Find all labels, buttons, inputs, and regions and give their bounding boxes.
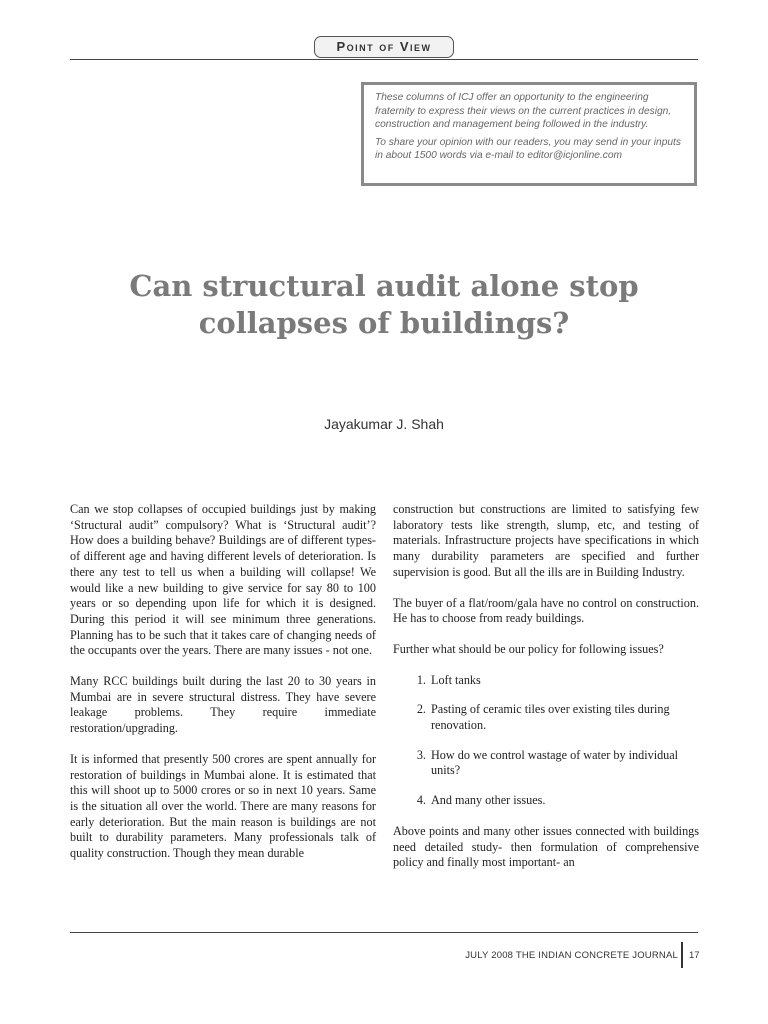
body-paragraph: It is informed that presently 500 crores are spent annually for restoration of buildings in Mumbai alone. It is estimated that this will shoot up to 5000 crores or so in next 10 years. Same is the situation all over the world. There are many reasons for early deterioration. But the main reason is buildings are not built to durability parameters. Many professionals talk of quality construction. Though they mean durable <box>70 751 376 861</box>
body-paragraph: construction but constructions are limited to satisfying few laboratory tests like strength, slump, etc, and testing of materials. Infrastructure projects have specifications in which many durability parameters are specified and further supervision is good. But all the ills are in Building Industry. <box>393 502 699 579</box>
list-item: 4. And many other issues. <box>429 793 699 809</box>
info-box <box>361 82 697 186</box>
left-column <box>70 502 376 877</box>
body-paragraph: Further what should be our policy for following issues? <box>393 641 664 656</box>
body-paragraph: The buyer of a flat/room/gala have no control on construction. He has to choose from ready buildings. <box>393 595 699 626</box>
header-rule <box>70 59 698 60</box>
page-number: 17 <box>689 950 700 961</box>
footer-rule <box>70 932 698 933</box>
info-box-paragraph: These columns of ICJ offer an opportunity to the engineering fraternity to express their views on the current practices in design, construction and management being followed in the industry. <box>375 92 672 130</box>
section-label: Point of View <box>314 36 454 58</box>
article-title-line: collapses of buildings? <box>198 306 570 340</box>
list-item: 2. Pasting of ceramic tiles over existing tiles during renovation. <box>429 702 699 733</box>
info-box-paragraph: To share your opinion with our readers, you may send in your inputs in about 1500 words via e-mail to editor@icjonline.com <box>375 136 681 161</box>
issues-list <box>393 673 699 809</box>
footer-issue: JULY 2008 THE INDIAN CONCRETE JOURNAL <box>465 950 678 961</box>
list-item: 3. How do we control wastage of water by individual units? <box>429 748 699 779</box>
author-name: Jayakumar J. Shah <box>324 416 444 432</box>
article-title-line: Can structural audit alone stop <box>129 269 639 303</box>
footer-divider <box>681 942 683 968</box>
article-title <box>90 268 678 342</box>
body-paragraph: Many RCC buildings built during the last 20 to 30 years in Mumbai are in severe structural distress. They have severe leakage problems. They require immediate restoration/upgrading. <box>70 674 376 736</box>
list-item: 1. Loft tanks <box>429 673 699 689</box>
body-paragraph: Above points and many other issues connected with buildings need detailed study- then formulation of comprehensive policy and finally most important- an <box>393 823 699 870</box>
right-column <box>393 502 699 886</box>
body-paragraph: Can we stop collapses of occupied buildings just by making ‘Structural audit” compulsory? What is ‘Structural audit’? How does a building behave? Buildings are of different types-of different age and having different levels of deterioration. Is there any test to tell us when a building will collapse! We would like a new building to give service for say 80 to 100 years or so depending upon life for which it is designed. During this period it will see minimum three generations. Planning has to be such that it takes care of changing needs of the occupants over the years. There are many issues - not one. <box>70 502 376 658</box>
